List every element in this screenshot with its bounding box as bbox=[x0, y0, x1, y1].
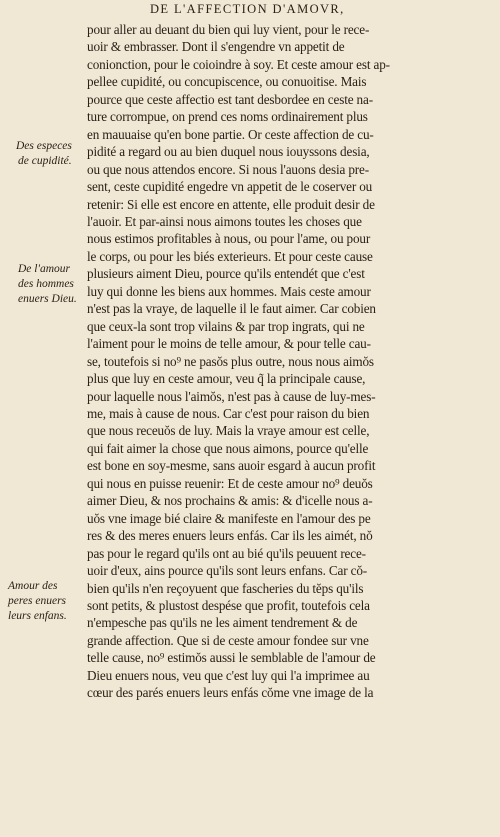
text-line: telle cause, no⁹ estimŏs aussi le semblable de l'amour de bbox=[87, 650, 376, 666]
text-line: n'empesche pas qu'ils ne les aiment tendrement & de bbox=[87, 615, 358, 631]
text-line: se, toutefois si no⁹ ne pasŏs plus outre, nous nous aimŏs bbox=[87, 353, 374, 369]
text-line: pellee cupidité, ou concupiscence, ou conuoitise. Mais bbox=[87, 74, 367, 90]
text-line: retenir: Si elle est encore en attente, elle produit desir de bbox=[87, 196, 375, 212]
margin-note-line: des hommes bbox=[18, 278, 74, 290]
text-line: ture corrompue, on prend ces noms ordinairement plus bbox=[87, 109, 368, 125]
text-line: plus que luy en ceste amour, veu q̃ la principale cause, bbox=[87, 371, 366, 387]
text-line: sont petits, & plustost despése que profit, toutefois cela bbox=[87, 597, 370, 613]
text-line: l'auoir. Et par-ainsi nous aimons toutes les choses que bbox=[87, 213, 362, 229]
text-line: grande affection. Que si de ceste amour fondee sur vne bbox=[87, 632, 369, 648]
margin-note-line: de cupidité. bbox=[18, 155, 72, 167]
margin-note-line: De l'amour bbox=[18, 263, 70, 275]
text-line: bien qu'ils n'en reçoyuent que fascheries du tĕps qu'ils bbox=[87, 580, 364, 596]
text-line: ou que nous attendos encore. Si nous l'auons desia pre- bbox=[87, 161, 369, 177]
text-line: aimer Dieu, & nos prochains & amis: & d'icelle nous a- bbox=[87, 493, 373, 509]
text-line: sent, ceste cupidité engedre vn appetit de le coserver ou bbox=[87, 179, 373, 195]
text-line: qui fait aimer la chose que nous aimons, pource qu'elle bbox=[87, 440, 369, 456]
text-line: pas pour le regard qu'ils ont au bié qu'ils peuuent rece- bbox=[87, 545, 366, 561]
text-line: le corps, ou pour les biés exterieurs. Et pour ceste cause bbox=[87, 248, 373, 264]
text-line: luy qui donne les biens aux hommes. Mais ceste amour bbox=[87, 283, 371, 299]
text-line: uoir & embrasser. Dont il s'engendre vn appetit de bbox=[87, 39, 345, 55]
text-line: uŏs vne image bié claire & manifeste en l'amour des pe bbox=[87, 510, 371, 526]
text-line: pource que ceste affectio est tant desbordee en ceste na- bbox=[87, 91, 373, 107]
text-line: res & des meres enuers leurs enfás. Car ils les aimét, nŏ bbox=[87, 528, 373, 544]
text-line: conionction, pour le coioindre à soy. Et ceste amour est ap- bbox=[87, 56, 390, 72]
text-line: qui nous en puisse reuenir: Et de ceste amour no⁹ deuŏs bbox=[87, 475, 373, 491]
text-line: uoir d'eux, ains pource qu'ils sont leurs enfans. Car cŏ- bbox=[87, 563, 368, 579]
margin-note-line: enuers Dieu. bbox=[18, 293, 77, 305]
margin-note-line: Amour des bbox=[8, 580, 58, 592]
margin-note-line: Des especes bbox=[16, 140, 72, 152]
margin-note-line: leurs enfans. bbox=[8, 610, 67, 622]
text-line: me, mais à cause de nous. Car c'est pour raison du bien bbox=[87, 405, 370, 421]
body-text bbox=[87, 21, 447, 702]
margin-note-cupidite bbox=[16, 139, 72, 169]
text-line: pour aller au deuant du bien qui luy vient, pour le rece- bbox=[87, 22, 370, 37]
text-line: pidité a regard ou au bien duquel nous iouyssons desia, bbox=[87, 144, 370, 160]
text-line: l'aiment pour le moins de telle amour, & pour telle cau- bbox=[87, 336, 371, 352]
text-line: que nous receuŏs de luy. Mais la vraye amour est celle, bbox=[87, 423, 370, 439]
text-line: pour laquelle nous l'aimŏs, n'est pas à cause de luy-mes- bbox=[87, 388, 376, 404]
margin-note-line: peres enuers bbox=[8, 595, 67, 607]
text-line: cœur des parés enuers leurs enfás cŏme vne image de la bbox=[87, 685, 374, 701]
text-line: plusieurs aiment Dieu, pource qu'ils entendét que c'est bbox=[87, 266, 365, 282]
text-line: est bone en soy-mesme, sans auoir esgard à aucun profit bbox=[87, 458, 376, 474]
margin-note-amour-hommes bbox=[18, 262, 77, 307]
running-header: DE L'AFFECTION D'AMOVR, bbox=[150, 2, 345, 16]
text-line: en mauuaise qu'en bone partie. Or ceste affection de cu- bbox=[87, 126, 374, 142]
text-line: n'est pas la vraye, de laquelle il le faut aimer. Car cobien bbox=[87, 301, 376, 317]
text-line: que ceux-la sont trop vilains & par trop ingrats, qui ne bbox=[87, 318, 365, 334]
text-line: nous estimos profitables à nous, ou pour l'ame, ou pour bbox=[87, 231, 371, 247]
margin-note-amour-peres bbox=[8, 579, 67, 624]
text-line: Dieu enuers nous, veu que c'est luy qui l'a imprimee au bbox=[87, 667, 370, 683]
